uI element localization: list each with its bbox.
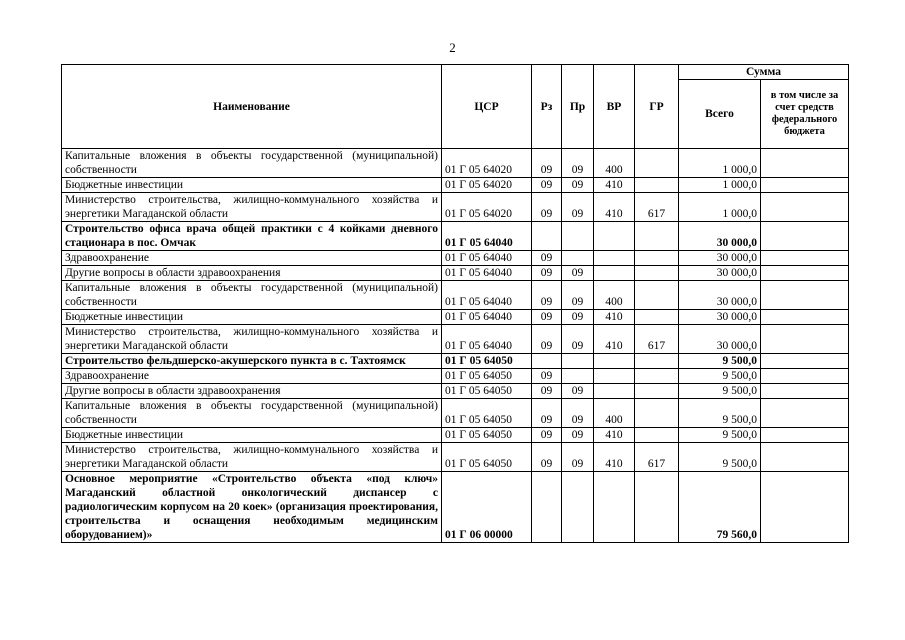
cell-total: 1 000,0: [679, 149, 761, 178]
table-row: [62, 325, 849, 354]
cell-rz: 09: [532, 251, 562, 266]
table-body: [62, 149, 849, 543]
cell-gr: [635, 384, 679, 399]
cell-rz: 09: [532, 149, 562, 178]
cell-rz: 09: [532, 266, 562, 281]
table-row: [62, 193, 849, 222]
cell-csr: 01 Г 05 64020: [442, 178, 532, 193]
cell-rz: 09: [532, 369, 562, 384]
cell-rz: 09: [532, 443, 562, 472]
header-federal: в том числе за счет средств федерального бюджета: [761, 80, 849, 149]
cell-total: 30 000,0: [679, 251, 761, 266]
cell-rz: 09: [532, 384, 562, 399]
table-row: [62, 399, 849, 428]
cell-pr: [562, 472, 594, 543]
cell-vr: 410: [594, 178, 635, 193]
cell-pr: [562, 251, 594, 266]
cell-name: Здравоохранение: [62, 369, 442, 384]
cell-total: 1 000,0: [679, 178, 761, 193]
page-number: 2: [449, 40, 456, 55]
cell-federal: [761, 384, 849, 399]
cell-total: 30 000,0: [679, 310, 761, 325]
cell-pr: 09: [562, 178, 594, 193]
cell-gr: [635, 310, 679, 325]
header-csr: ЦСР: [442, 65, 532, 149]
table-row: [62, 251, 849, 266]
cell-rz: 09: [532, 325, 562, 354]
cell-name: Капитальные вложения в объекты государственной (муниципальной) собственности: [62, 281, 442, 310]
table-row: [62, 384, 849, 399]
cell-gr: [635, 251, 679, 266]
cell-pr: 09: [562, 443, 594, 472]
cell-name: Основное мероприятие «Строительство объекта «под ключ» Магаданский областной онкологический диспансер с радиологическим корпусом на 20 коек» (организация проектирования, строительства и оснащения необходимым медицинским оборудованием)»: [62, 472, 442, 543]
cell-name: Бюджетные инвестиции: [62, 428, 442, 443]
cell-name: Министерство строительства, жилищно-коммунального хозяйства и энергетики Магаданской области: [62, 193, 442, 222]
cell-total: 79 560,0: [679, 472, 761, 543]
cell-gr: [635, 149, 679, 178]
cell-csr: 01 Г 05 64050: [442, 443, 532, 472]
cell-pr: [562, 222, 594, 251]
cell-vr: [594, 472, 635, 543]
cell-name: Министерство строительства, жилищно-коммунального хозяйства и энергетики Магаданской области: [62, 325, 442, 354]
cell-pr: [562, 369, 594, 384]
cell-vr: [594, 266, 635, 281]
cell-federal: [761, 354, 849, 369]
cell-csr: 01 Г 06 00000: [442, 472, 532, 543]
cell-gr: [635, 472, 679, 543]
header-pr: Пр: [562, 65, 594, 149]
table-row: [62, 222, 849, 251]
header-rz: Рз: [532, 65, 562, 149]
cell-gr: 617: [635, 193, 679, 222]
cell-pr: 09: [562, 281, 594, 310]
cell-vr: 410: [594, 310, 635, 325]
cell-federal: [761, 428, 849, 443]
cell-csr: 01 Г 05 64050: [442, 399, 532, 428]
table-row: [62, 281, 849, 310]
cell-csr: 01 Г 05 64050: [442, 354, 532, 369]
cell-federal: [761, 178, 849, 193]
cell-total: 30 000,0: [679, 266, 761, 281]
cell-name: Строительство офиса врача общей практики с 4 койками дневного стационара в пос. Омчак: [62, 222, 442, 251]
cell-federal: [761, 222, 849, 251]
table-row: [62, 310, 849, 325]
cell-csr: 01 Г 05 64020: [442, 193, 532, 222]
cell-federal: [761, 472, 849, 543]
cell-gr: [635, 178, 679, 193]
cell-csr: 01 Г 05 64040: [442, 266, 532, 281]
cell-vr: 410: [594, 193, 635, 222]
cell-total: 30 000,0: [679, 222, 761, 251]
table-row: [62, 369, 849, 384]
cell-vr: [594, 384, 635, 399]
cell-csr: 01 Г 05 64020: [442, 149, 532, 178]
cell-name: Строительство фельдшерско-акушерского пункта в с. Тахтоямск: [62, 354, 442, 369]
cell-pr: [562, 354, 594, 369]
cell-vr: 400: [594, 399, 635, 428]
table-row: [62, 149, 849, 178]
cell-federal: [761, 369, 849, 384]
cell-name: Другие вопросы в области здравоохранения: [62, 384, 442, 399]
cell-name: Другие вопросы в области здравоохранения: [62, 266, 442, 281]
cell-vr: 410: [594, 325, 635, 354]
header-name: Наименование: [62, 65, 442, 149]
cell-pr: 09: [562, 266, 594, 281]
cell-pr: 09: [562, 428, 594, 443]
cell-rz: 09: [532, 178, 562, 193]
cell-csr: 01 Г 05 64040: [442, 325, 532, 354]
cell-csr: 01 Г 05 64050: [442, 428, 532, 443]
cell-vr: 400: [594, 149, 635, 178]
header-gr: ГР: [635, 65, 679, 149]
cell-pr: 09: [562, 325, 594, 354]
cell-gr: [635, 281, 679, 310]
cell-gr: [635, 354, 679, 369]
cell-csr: 01 Г 05 64050: [442, 384, 532, 399]
budget-table: [61, 64, 849, 543]
table-row: [62, 443, 849, 472]
cell-pr: 09: [562, 399, 594, 428]
cell-pr: 09: [562, 149, 594, 178]
cell-csr: 01 Г 05 64050: [442, 369, 532, 384]
cell-name: Бюджетные инвестиции: [62, 178, 442, 193]
cell-total: 9 500,0: [679, 428, 761, 443]
table-row: [62, 266, 849, 281]
table-row: [62, 178, 849, 193]
header-vr: ВР: [594, 65, 635, 149]
cell-gr: [635, 428, 679, 443]
cell-gr: 617: [635, 325, 679, 354]
cell-vr: [594, 222, 635, 251]
table-row: [62, 354, 849, 369]
cell-rz: 09: [532, 399, 562, 428]
cell-pr: 09: [562, 384, 594, 399]
table-row: [62, 472, 849, 543]
cell-gr: [635, 399, 679, 428]
cell-federal: [761, 310, 849, 325]
cell-name: Капитальные вложения в объекты государственной (муниципальной) собственности: [62, 399, 442, 428]
cell-rz: 09: [532, 428, 562, 443]
cell-name: Бюджетные инвестиции: [62, 310, 442, 325]
cell-total: 1 000,0: [679, 193, 761, 222]
cell-rz: 09: [532, 193, 562, 222]
cell-federal: [761, 325, 849, 354]
cell-csr: 01 Г 05 64040: [442, 310, 532, 325]
cell-csr: 01 Г 05 64040: [442, 281, 532, 310]
cell-gr: [635, 222, 679, 251]
cell-pr: 09: [562, 310, 594, 325]
cell-rz: [532, 354, 562, 369]
cell-federal: [761, 399, 849, 428]
cell-rz: [532, 222, 562, 251]
cell-csr: 01 Г 05 64040: [442, 251, 532, 266]
cell-total: 30 000,0: [679, 325, 761, 354]
cell-name: Капитальные вложения в объекты государственной (муниципальной) собственности: [62, 149, 442, 178]
cell-federal: [761, 149, 849, 178]
cell-total: 9 500,0: [679, 354, 761, 369]
cell-total: 9 500,0: [679, 443, 761, 472]
cell-rz: 09: [532, 310, 562, 325]
cell-federal: [761, 281, 849, 310]
cell-gr: [635, 266, 679, 281]
cell-total: 9 500,0: [679, 384, 761, 399]
cell-rz: [532, 472, 562, 543]
cell-total: 30 000,0: [679, 281, 761, 310]
header-sum: Сумма: [679, 65, 849, 80]
cell-vr: [594, 354, 635, 369]
cell-csr: 01 Г 05 64040: [442, 222, 532, 251]
header-total: Всего: [679, 80, 761, 149]
cell-federal: [761, 443, 849, 472]
cell-rz: 09: [532, 281, 562, 310]
cell-vr: 410: [594, 428, 635, 443]
cell-vr: 410: [594, 443, 635, 472]
cell-name: Здравоохранение: [62, 251, 442, 266]
cell-total: 9 500,0: [679, 369, 761, 384]
cell-vr: [594, 369, 635, 384]
cell-gr: [635, 369, 679, 384]
cell-pr: 09: [562, 193, 594, 222]
cell-gr: 617: [635, 443, 679, 472]
header-row: [62, 65, 849, 80]
cell-total: 9 500,0: [679, 399, 761, 428]
cell-federal: [761, 193, 849, 222]
cell-federal: [761, 251, 849, 266]
cell-vr: [594, 251, 635, 266]
table-row: [62, 428, 849, 443]
cell-vr: 400: [594, 281, 635, 310]
cell-federal: [761, 266, 849, 281]
cell-name: Министерство строительства, жилищно-коммунального хозяйства и энергетики Магаданской области: [62, 443, 442, 472]
